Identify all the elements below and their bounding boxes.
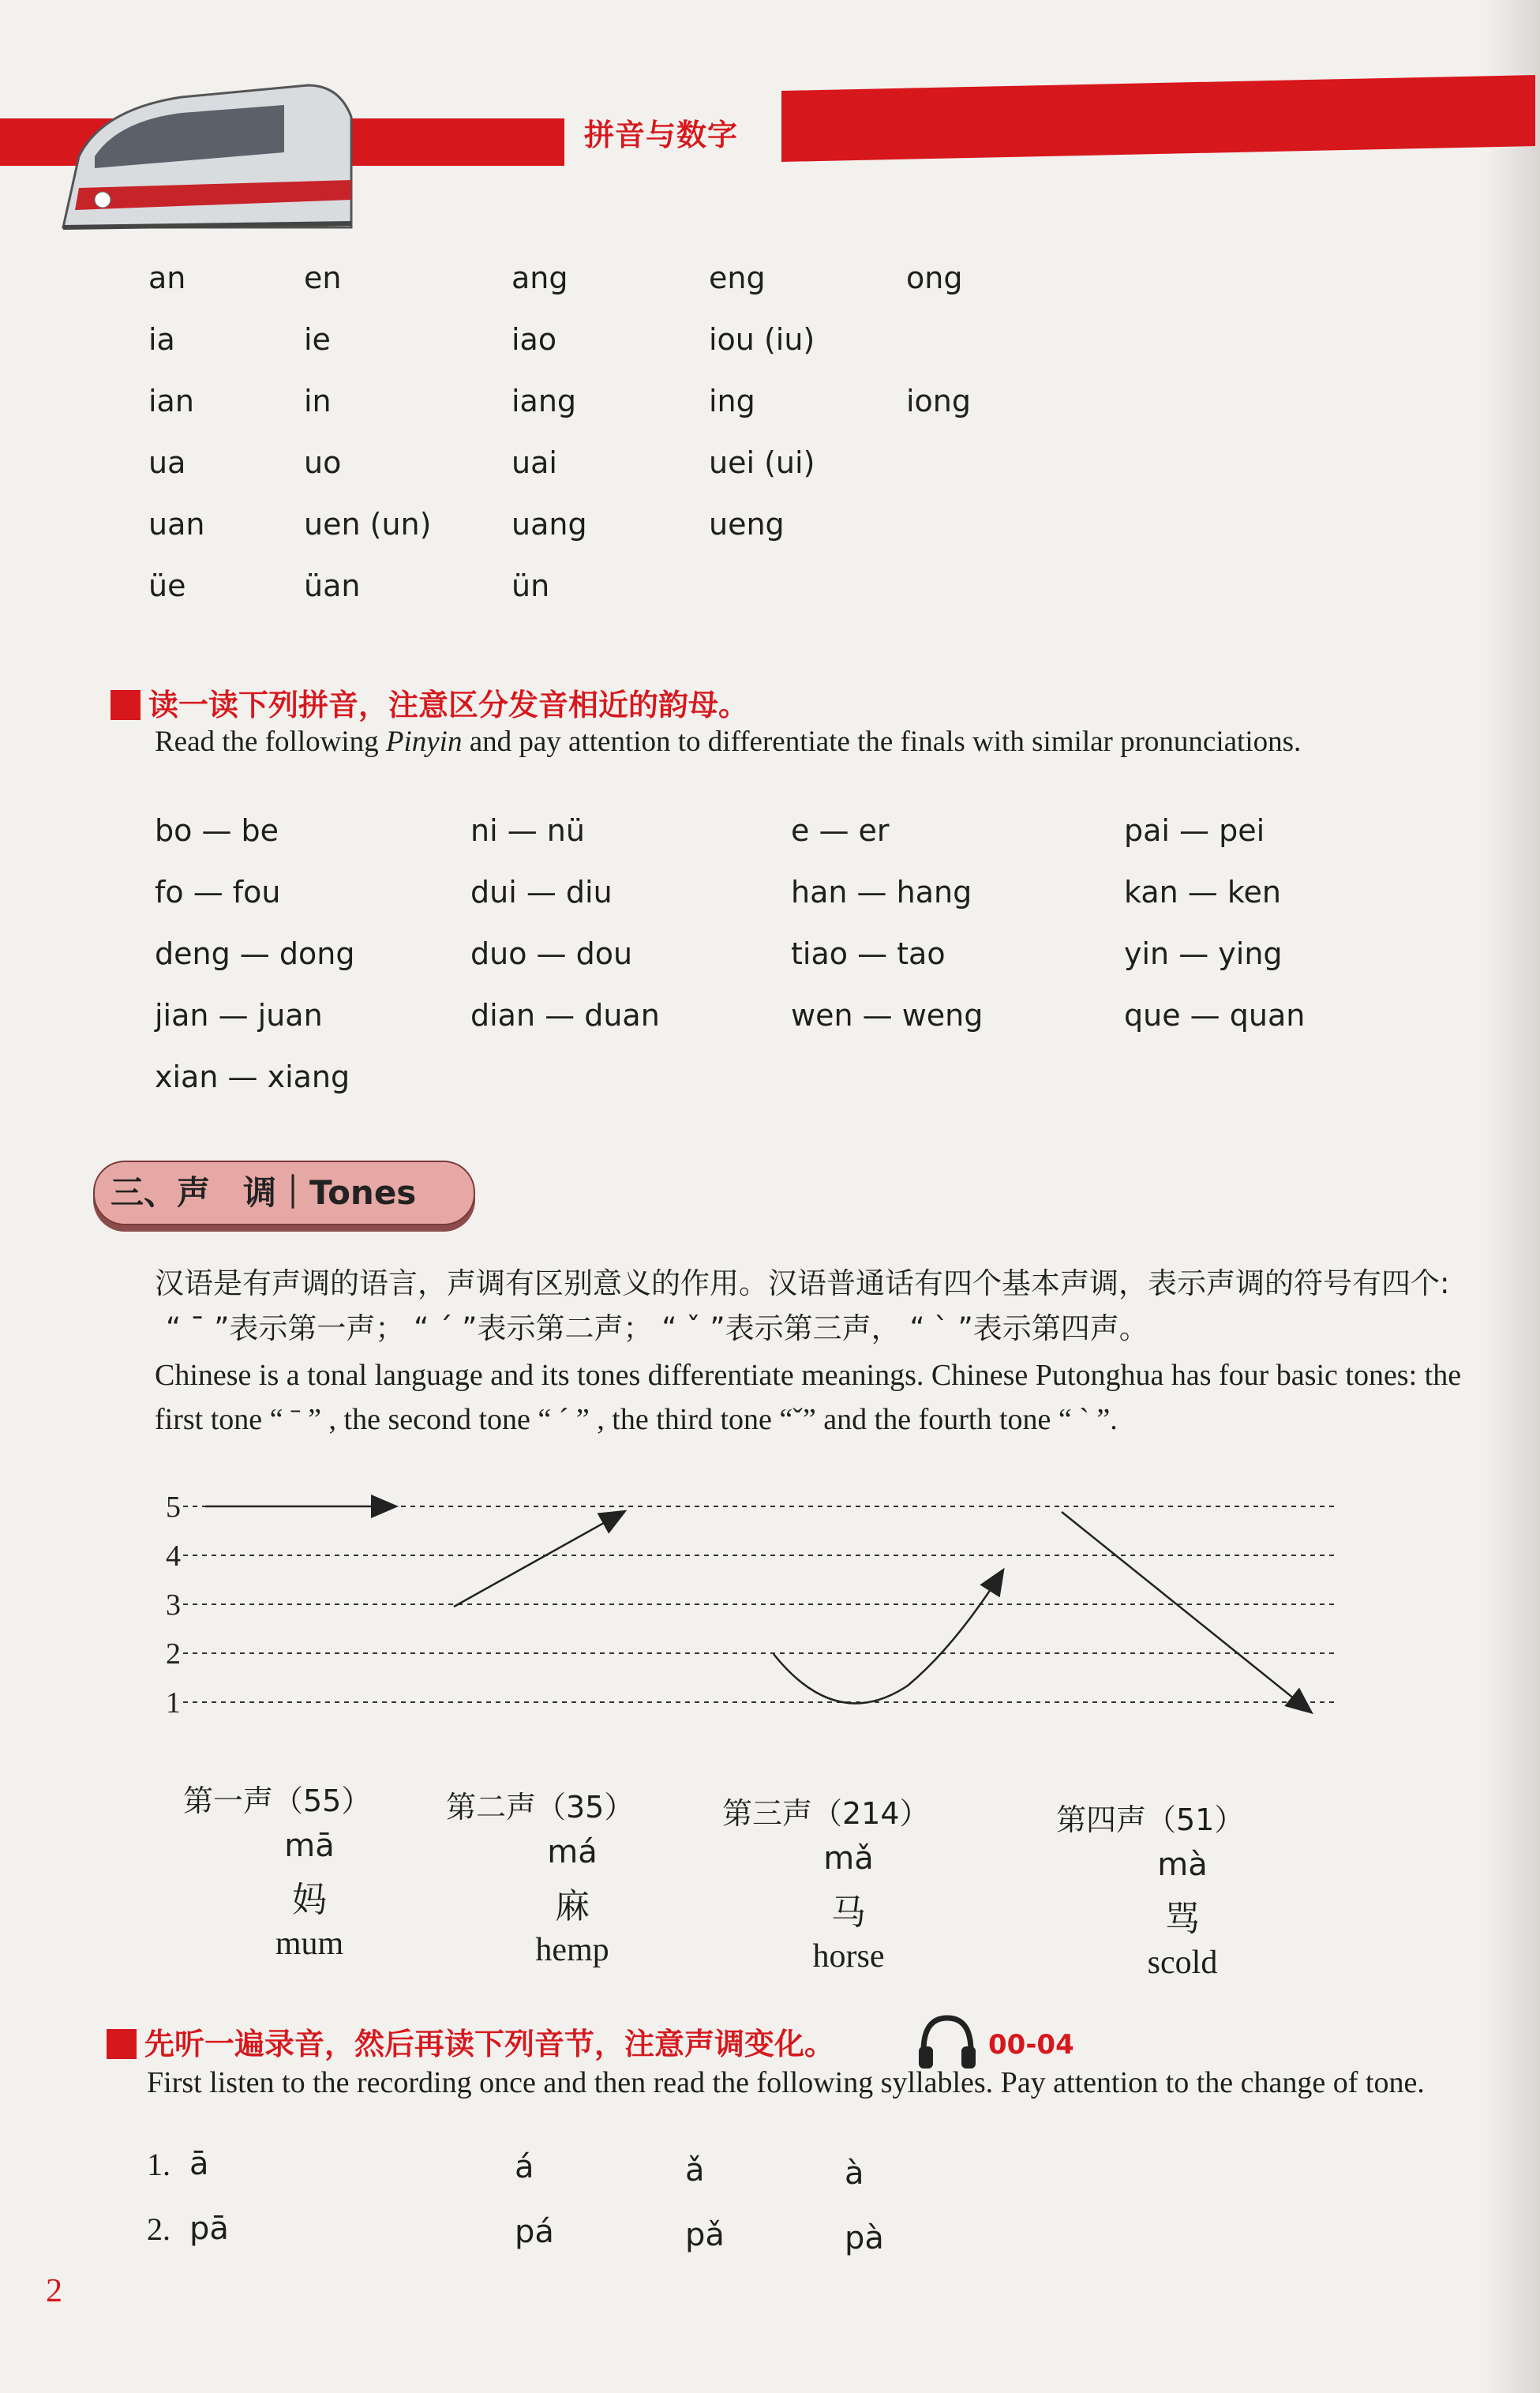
final-syllable: uei (ui) [709,445,815,480]
drill-number: 2. [147,2211,170,2247]
section1-en-pre: Read the following [155,726,386,758]
final-syllable: ün [511,568,550,603]
final-pair: deng — dong [155,936,355,971]
final-pair: xian — xiang [155,1060,350,1094]
tone-gloss: hemp [535,1932,609,1968]
final-syllable: uen (un) [304,507,432,542]
final-syllable: uai [511,445,557,480]
drill-syllable: á [515,2149,534,2185]
tone-hanzi: 妈 [292,1880,327,1920]
final-syllable: eng [709,261,766,295]
tone-hanzi: 麻 [555,1886,590,1926]
headphones-icon[interactable] [916,2012,979,2073]
audio-track-code: 00-04 [988,2029,1074,2061]
final-syllable: ia [148,322,175,357]
train-icon [47,69,355,239]
tone-gloss: mum [275,1926,344,1962]
final-pair: dui — diu [470,875,613,910]
section1-heading-cn: 读一读下列拼音，注意区分发音相近的韵母。 [148,688,749,722]
final-syllable: uo [304,445,342,480]
final-pair: ni — nü [470,813,585,848]
tone-pinyin: mā [284,1828,335,1864]
final-syllable: iong [906,384,972,418]
final-syllable: iou (iu) [709,322,815,357]
tones-intro-en-line2: first tone “ ˉ ” , the second tone “ ˊ ” , the third tone “ˇ” and the fourth tone “ ˋ ”. [155,1403,1118,1436]
final-syllable: ing [709,384,755,418]
final-pair: wen — weng [791,998,984,1033]
tone-gloss: horse [812,1938,885,1975]
final-syllable: iang [511,384,577,418]
drill-syllable: pá [515,2214,554,2250]
tones-intro-cn-line2: “ ˉ ”表示第一声； “ ˊ ”表示第二声； “ ˇ ”表示第三声， “ ˋ ”表示第四声。 [166,1311,1148,1345]
final-pair: dian — duan [470,998,660,1033]
tone-gloss: scold [1147,1945,1218,1981]
final-syllable: üan [304,568,361,603]
header-red-bar-right [781,75,1535,162]
fourth-tone-arrow [1062,1512,1310,1712]
tone-level-label: 2 [166,1637,181,1671]
section3-heading-en: First listen to the recording once and then read the following syllables. Pay attention to the change of tone. [147,2066,1425,2099]
final-pair: que — quan [1124,998,1306,1033]
final-syllable: ueng [709,507,785,542]
tone-level-label: 3 [166,1588,181,1622]
section1-en-italic: Pinyin [385,726,463,758]
tones-intro-cn-line1: 汉语是有声调的语言，声调有区别意义的作用。汉语普通话有四个基本声调，表示声调的符号有四个: [155,1266,1450,1300]
tone-pinyin: mǎ [823,1840,874,1877]
tone-hanzi: 马 [831,1892,866,1933]
tones-intro-en-line1: Chinese is a tonal language and its tones differentiate meanings. Chinese Putonghua has four basic tones: the [155,1359,1462,1392]
tone-name: 第三声（214） [722,1796,930,1831]
final-pair: bo — be [155,813,279,848]
final-syllable: ong [906,261,963,295]
red-square-bullet [107,2029,137,2059]
drill-syllable: pǎ [685,2217,725,2253]
final-pair: jian — juan [155,998,323,1033]
tone-level-label: 4 [166,1540,181,1573]
section1-heading-en [155,725,1301,759]
tone-name: 第四声（51） [1056,1802,1245,1837]
final-syllable: ang [511,261,568,295]
drill-syllable: pà [845,2220,884,2256]
tone-pinyin: má [547,1834,598,1870]
tone-hanzi: 骂 [1165,1899,1200,1939]
final-syllable: ie [304,322,331,357]
drill-number: 1. [147,2147,170,2182]
section1-en-post: and pay attention to differentiate the finals with similar pronunciations. [462,726,1302,758]
drill-syllable: à [845,2155,864,2192]
final-syllable: ua [148,445,186,480]
final-syllable: iao [511,322,557,357]
final-syllable: uan [148,507,205,542]
final-pair: yin — ying [1124,936,1283,971]
final-pair: e — er [791,813,890,848]
final-pair: pai — pei [1124,813,1265,848]
page-edge-shadow [1485,0,1540,2393]
drill-syllable: ā [189,2146,209,2182]
final-syllable: uang [511,507,587,542]
section1-heading [111,681,748,724]
final-pair: kan — ken [1124,875,1281,910]
final-syllable: in [304,384,332,418]
final-syllable: üe [148,568,186,603]
final-pair: tiao — tao [791,936,946,971]
tone-contour-chart [150,1476,1358,1729]
second-tone-arrow [454,1512,624,1607]
final-syllable: an [148,261,186,295]
final-syllable: en [304,261,342,295]
section3-heading [107,2020,834,2063]
tone-name: 第一声（55） [183,1783,372,1818]
tone-pinyin: mà [1157,1847,1208,1883]
page-number: 2 [46,2273,62,2309]
tone-level-label: 1 [166,1686,181,1720]
tone-level-label: 5 [166,1491,181,1524]
drill-syllable: ǎ [685,2152,705,2189]
final-pair: han — hang [791,875,972,910]
final-pair: duo — dou [470,936,633,971]
third-tone-arrow [774,1571,1002,1704]
section3-heading-cn: 先听一遍录音，然后再读下列音节，注意声调变化。 [144,2027,835,2061]
tones-section-label: 三、声 调｜Tones [111,1173,417,1212]
header-title: 拼音与数字 [584,118,739,152]
tone-name: 第二声（35） [446,1790,635,1825]
drill-syllable: pā [189,2211,229,2247]
final-syllable: ian [148,384,194,418]
final-pair: fo — fou [155,875,281,910]
red-square-bullet [111,690,141,720]
